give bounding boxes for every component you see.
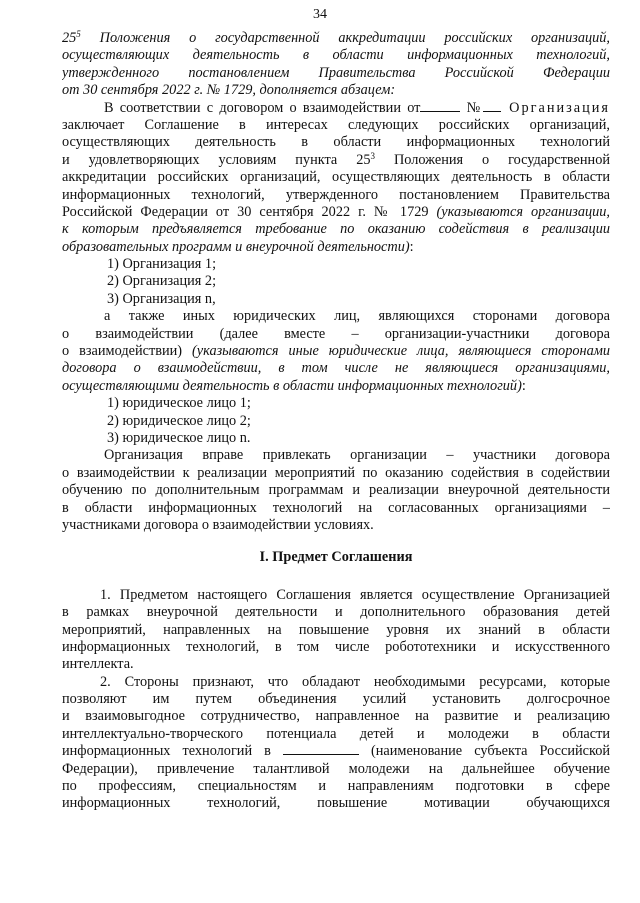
paragraph-line (62, 152, 610, 169)
paragraph-line: о взаимодействии (далее вместе – организации-участники договора (62, 325, 610, 342)
agreement-paragraph (62, 100, 610, 257)
text-fragment: Российской Федерации от 30 сентября 2022 г. № 1729 (62, 203, 437, 220)
paragraph-line: информационных технологий, в том числе робототехники и искусственного (62, 638, 610, 655)
paragraph-line: мероприятий, направленных на повышение уровня их знаний в области (62, 621, 610, 638)
paragraph-line (62, 378, 610, 395)
intro-clause-superscript: 5 (76, 30, 81, 39)
intro-line: осуществляющих деятельность в области информационных технологий, (62, 47, 610, 64)
text-fragment: Положения о государственной (375, 151, 610, 168)
paragraph-line: информационных технологий, утвержденного постановлением Правительства (62, 186, 610, 203)
paragraph-line (62, 239, 610, 256)
paragraph-line: по профессиям, специальностям и направлениям подготовки в сфере (62, 778, 610, 795)
colon: : (521, 377, 526, 394)
text-fragment: о взаимодействии) (62, 343, 193, 360)
paragraph-line: о взаимодействии к реализации мероприятий по оказанию содействия в содействии (62, 464, 610, 481)
intro-line (62, 30, 610, 47)
paragraph-line (62, 100, 610, 117)
list-item: 1) юридическое лицо 1; (107, 395, 251, 412)
italic-note: осуществляющими деятельность в области информационных технологий) (62, 377, 522, 394)
paragraph-line (62, 743, 610, 760)
paragraph-line (62, 204, 610, 221)
involvement-paragraph (62, 447, 610, 534)
italic-note: образовательных программ и внеурочной деятельности) (62, 238, 410, 255)
clause-1 (62, 587, 610, 674)
section-title: I. Предмет Соглашения (259, 549, 413, 566)
text-fragment: В соответствии с договором о взаимодействии от (104, 99, 421, 116)
legal-entities-list (62, 395, 610, 447)
list-item: 2) Организация 2; (107, 273, 217, 290)
paragraph-line: обучению по дополнительным программам и реализации внеурочной деятельности (62, 482, 610, 499)
text-fragment: и удовлетворяющих условиям пункта 25 (62, 151, 371, 168)
intro-paragraph (62, 30, 610, 100)
paragraph-line: Организация вправе привлекать организации – участники договора (104, 447, 610, 464)
paragraph-line: и взаимовыгодное сотрудничество, направленное на развитие и реализацию (62, 708, 610, 725)
paragraph-line: осуществляющих деятельность в области информационных технологий (62, 134, 610, 151)
paragraph-line: аккредитации российских организаций, осуществляющих деятельность в области (62, 169, 610, 186)
paragraph-line: интеллектуально-творческого потенциала детей и молодежи в области (62, 725, 610, 742)
intro-line: утвержденного постановлением Правительства Российской Федерации (62, 64, 610, 81)
list-item: 2) юридическое лицо 2; (107, 412, 251, 429)
region-name-blank (283, 754, 359, 755)
text-fragment: информационных технологий в (62, 743, 283, 760)
organizations-list (62, 256, 610, 308)
paragraph-line: в рамках внеурочной деятельности и дополнительного образования детей (62, 604, 610, 621)
paragraph-line: информационных технологий, повышение мотивации обучающихся (62, 795, 610, 812)
clause-2 (62, 674, 610, 813)
intro-clause-number: 25 (62, 30, 77, 46)
paragraph-line: 1. Предметом настоящего Соглашения является осуществление Организацией (100, 586, 610, 603)
number-blank (483, 111, 501, 112)
clause-superscript: 3 (370, 151, 375, 161)
colon: : (409, 238, 414, 255)
list-item: 1) Организация 1; (107, 256, 217, 273)
paragraph-line: заключает Соглашение в интересах следующих российских организаций, (62, 116, 610, 133)
paragraph-line: 2. Стороны признают, что обладают необходимыми ресурсами, которые (100, 673, 610, 690)
intro-text: Положения о государственной аккредитации российских организаций, (80, 30, 610, 46)
number-sign: № (460, 99, 483, 116)
date-blank (420, 111, 460, 112)
document-body (62, 30, 610, 813)
paragraph-line: интеллекта. (62, 656, 134, 673)
paragraph-line: договора о взаимодействии, в том числе не являющиеся организациями, (62, 360, 610, 377)
list-item: 3) юридическое лицо n. (107, 429, 251, 446)
paragraph-line: позволяют им путем объединения усилий установить долгосрочное (62, 691, 610, 708)
paragraph-line: а также иных юридических лиц, являющихся сторонами договора (104, 308, 610, 325)
legal-entities-paragraph (62, 308, 610, 395)
paragraph-line (62, 343, 610, 360)
organization-word: Организация (500, 99, 610, 116)
text-fragment: (наименование субъекта Российской (358, 743, 610, 760)
italic-note: (указываются организации, (436, 203, 610, 220)
list-item: 3) Организация n, (107, 290, 216, 307)
paragraph-line: участниками договора о взаимодействии условиях. (62, 516, 374, 533)
paragraph-line: Федерации), привлечение талантливой молодежи на дальнейшее обучение (62, 760, 610, 777)
paragraph-line: к которым предъявляется требование по оказанию содействия в реализации (62, 221, 610, 238)
intro-line: от 30 сентября 2022 г. № 1729, дополняется абзацем: (62, 82, 396, 99)
italic-note: (указываются иные юридические лица, являющиеся сторонами (192, 343, 610, 360)
paragraph-line: в области информационных технологий на согласованных организациями – (62, 499, 610, 516)
page-number: 34 (313, 7, 327, 22)
